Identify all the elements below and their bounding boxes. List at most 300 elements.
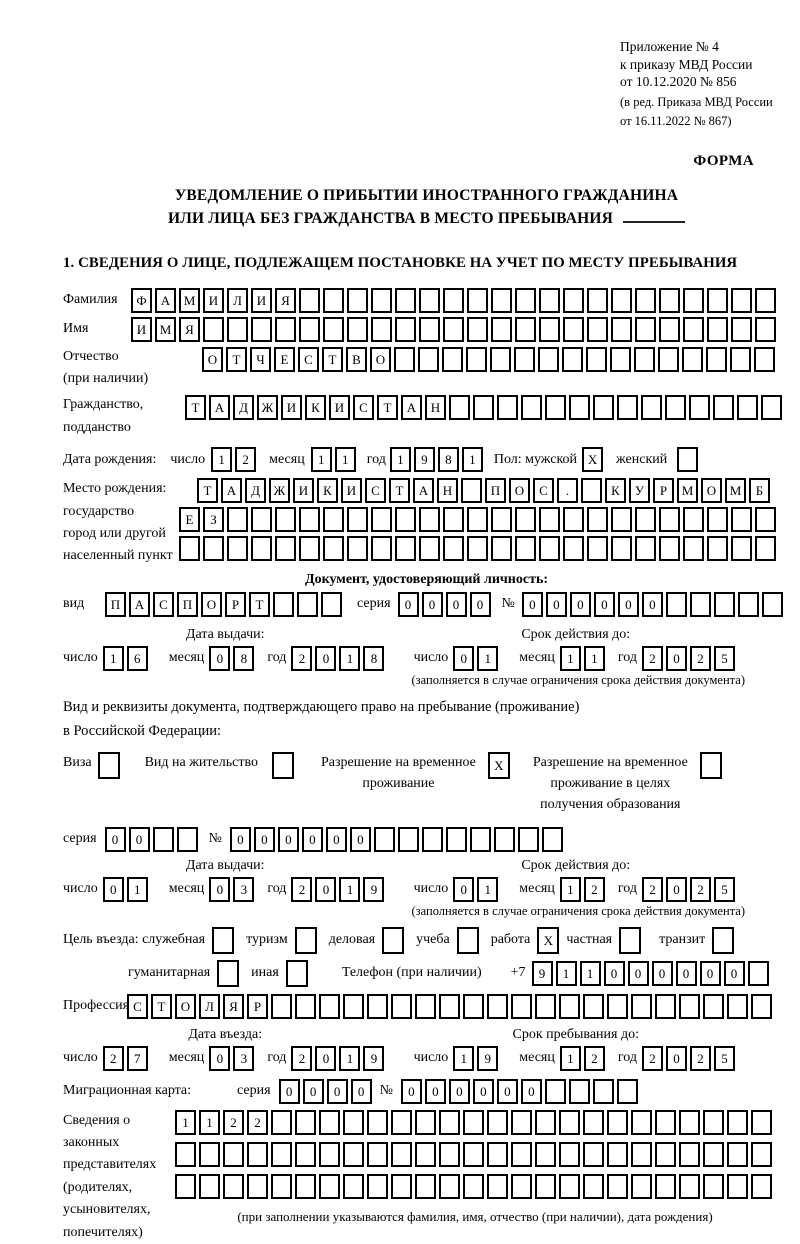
- char-cell[interactable]: [391, 1142, 412, 1167]
- char-cell[interactable]: 5: [714, 877, 735, 902]
- char-cell[interactable]: [559, 994, 580, 1019]
- char-cell[interactable]: 0: [315, 646, 336, 671]
- char-cell[interactable]: 0: [676, 961, 697, 986]
- char-cell[interactable]: 0: [315, 877, 336, 902]
- char-cell[interactable]: [607, 1142, 628, 1167]
- char-cell[interactable]: [611, 507, 632, 532]
- char-cell[interactable]: [689, 395, 710, 420]
- char-cell[interactable]: Е: [179, 507, 200, 532]
- char-cell[interactable]: В: [346, 347, 367, 372]
- char-cell[interactable]: [700, 752, 722, 779]
- char-cell[interactable]: [391, 1110, 412, 1135]
- char-cell[interactable]: [491, 288, 512, 313]
- char-cell[interactable]: [707, 288, 728, 313]
- char-cell[interactable]: [179, 536, 200, 561]
- char-cell[interactable]: 2: [690, 646, 711, 671]
- char-cell[interactable]: [449, 395, 470, 420]
- char-cell[interactable]: И: [293, 478, 314, 503]
- char-cell[interactable]: [751, 1142, 772, 1167]
- char-cell[interactable]: [442, 347, 463, 372]
- char-cell[interactable]: Р: [247, 994, 268, 1019]
- char-cell[interactable]: [299, 536, 320, 561]
- char-cell[interactable]: [463, 1142, 484, 1167]
- char-cell[interactable]: 2: [642, 1046, 663, 1071]
- char-cell[interactable]: 2: [223, 1110, 244, 1135]
- char-cell[interactable]: [683, 507, 704, 532]
- char-cell[interactable]: [655, 1174, 676, 1199]
- char-cell[interactable]: Т: [322, 347, 343, 372]
- char-cell[interactable]: Т: [197, 478, 218, 503]
- char-cell[interactable]: [347, 507, 368, 532]
- char-cell[interactable]: [371, 288, 392, 313]
- char-cell[interactable]: [271, 1142, 292, 1167]
- char-cell[interactable]: [319, 1174, 340, 1199]
- char-cell[interactable]: 0: [279, 1079, 300, 1104]
- char-cell[interactable]: О: [202, 347, 223, 372]
- char-cell[interactable]: .: [557, 478, 578, 503]
- char-cell[interactable]: [439, 1174, 460, 1199]
- char-cell[interactable]: 0: [315, 1046, 336, 1071]
- char-cell[interactable]: Р: [225, 592, 246, 617]
- char-cell[interactable]: [439, 994, 460, 1019]
- char-cell[interactable]: 0: [105, 827, 126, 852]
- char-cell[interactable]: [343, 1174, 364, 1199]
- char-cell[interactable]: [395, 288, 416, 313]
- char-cell[interactable]: [299, 288, 320, 313]
- char-cell[interactable]: 0: [628, 961, 649, 986]
- char-cell[interactable]: 0: [546, 592, 567, 617]
- char-cell[interactable]: 2: [584, 1046, 605, 1071]
- char-cell[interactable]: 1: [311, 447, 332, 472]
- char-cell[interactable]: И: [251, 288, 272, 313]
- char-cell[interactable]: [395, 507, 416, 532]
- char-cell[interactable]: 0: [449, 1079, 470, 1104]
- char-cell[interactable]: [515, 288, 536, 313]
- char-cell[interactable]: [677, 447, 698, 472]
- char-cell[interactable]: [727, 994, 748, 1019]
- char-cell[interactable]: [587, 536, 608, 561]
- char-cell[interactable]: [212, 927, 234, 954]
- char-cell[interactable]: 1: [462, 447, 483, 472]
- char-cell[interactable]: [467, 288, 488, 313]
- char-cell[interactable]: 1: [584, 646, 605, 671]
- char-cell[interactable]: [457, 927, 479, 954]
- char-cell[interactable]: [641, 395, 662, 420]
- char-cell[interactable]: [422, 827, 443, 852]
- char-cell[interactable]: [682, 347, 703, 372]
- char-cell[interactable]: [731, 536, 752, 561]
- char-cell[interactable]: 9: [363, 1046, 384, 1071]
- char-cell[interactable]: [415, 994, 436, 1019]
- char-cell[interactable]: [295, 994, 316, 1019]
- char-cell[interactable]: 9: [477, 1046, 498, 1071]
- char-cell[interactable]: [367, 1174, 388, 1199]
- char-cell[interactable]: 2: [642, 646, 663, 671]
- char-cell[interactable]: 0: [129, 827, 150, 852]
- char-cell[interactable]: [227, 317, 248, 342]
- char-cell[interactable]: [395, 317, 416, 342]
- char-cell[interactable]: [706, 347, 727, 372]
- char-cell[interactable]: [635, 288, 656, 313]
- char-cell[interactable]: О: [509, 478, 530, 503]
- char-cell[interactable]: [514, 347, 535, 372]
- char-cell[interactable]: [323, 317, 344, 342]
- char-cell[interactable]: Я: [179, 317, 200, 342]
- char-cell[interactable]: [490, 347, 511, 372]
- char-cell[interactable]: [203, 317, 224, 342]
- char-cell[interactable]: [683, 536, 704, 561]
- char-cell[interactable]: [295, 1110, 316, 1135]
- char-cell[interactable]: 3: [233, 1046, 254, 1071]
- char-cell[interactable]: 0: [522, 592, 543, 617]
- char-cell[interactable]: [727, 1174, 748, 1199]
- char-cell[interactable]: И: [131, 317, 152, 342]
- char-cell[interactable]: [473, 395, 494, 420]
- char-cell[interactable]: [175, 1142, 196, 1167]
- char-cell[interactable]: [439, 1110, 460, 1135]
- char-cell[interactable]: [631, 994, 652, 1019]
- char-cell[interactable]: [382, 927, 404, 954]
- char-cell[interactable]: [470, 827, 491, 852]
- char-cell[interactable]: [583, 1110, 604, 1135]
- char-cell[interactable]: С: [298, 347, 319, 372]
- char-cell[interactable]: [659, 536, 680, 561]
- char-cell[interactable]: 1: [211, 447, 232, 472]
- char-cell[interactable]: П: [177, 592, 198, 617]
- char-cell[interactable]: З: [203, 507, 224, 532]
- char-cell[interactable]: 0: [521, 1079, 542, 1104]
- char-cell[interactable]: Б: [749, 478, 770, 503]
- char-cell[interactable]: [655, 1142, 676, 1167]
- char-cell[interactable]: [371, 536, 392, 561]
- char-cell[interactable]: [635, 317, 656, 342]
- char-cell[interactable]: [658, 347, 679, 372]
- char-cell[interactable]: 0: [209, 1046, 230, 1071]
- char-cell[interactable]: [707, 536, 728, 561]
- char-cell[interactable]: [153, 827, 174, 852]
- char-cell[interactable]: [467, 536, 488, 561]
- char-cell[interactable]: [563, 288, 584, 313]
- char-cell[interactable]: Т: [389, 478, 410, 503]
- char-cell[interactable]: [415, 1174, 436, 1199]
- char-cell[interactable]: 0: [351, 1079, 372, 1104]
- char-cell[interactable]: [443, 507, 464, 532]
- char-cell[interactable]: [610, 347, 631, 372]
- char-cell[interactable]: [443, 317, 464, 342]
- char-cell[interactable]: С: [353, 395, 374, 420]
- char-cell[interactable]: [463, 1174, 484, 1199]
- char-cell[interactable]: [679, 1174, 700, 1199]
- char-cell[interactable]: [443, 288, 464, 313]
- char-cell[interactable]: [497, 395, 518, 420]
- char-cell[interactable]: [679, 1142, 700, 1167]
- char-cell[interactable]: [515, 317, 536, 342]
- char-cell[interactable]: Д: [233, 395, 254, 420]
- char-cell[interactable]: [463, 994, 484, 1019]
- char-cell[interactable]: [487, 1174, 508, 1199]
- char-cell[interactable]: С: [127, 994, 148, 1019]
- char-cell[interactable]: Т: [377, 395, 398, 420]
- char-cell[interactable]: [755, 536, 776, 561]
- char-cell[interactable]: [761, 395, 782, 420]
- char-cell[interactable]: [755, 288, 776, 313]
- char-cell[interactable]: [275, 507, 296, 532]
- char-cell[interactable]: [319, 1110, 340, 1135]
- char-cell[interactable]: М: [677, 478, 698, 503]
- char-cell[interactable]: [299, 317, 320, 342]
- char-cell[interactable]: [634, 347, 655, 372]
- char-cell[interactable]: [515, 507, 536, 532]
- char-cell[interactable]: Н: [425, 395, 446, 420]
- char-cell[interactable]: 0: [652, 961, 673, 986]
- char-cell[interactable]: А: [129, 592, 150, 617]
- char-cell[interactable]: [418, 347, 439, 372]
- char-cell[interactable]: 1: [477, 877, 498, 902]
- char-cell[interactable]: [299, 507, 320, 532]
- char-cell[interactable]: [419, 536, 440, 561]
- char-cell[interactable]: 6: [127, 646, 148, 671]
- char-cell[interactable]: [487, 1142, 508, 1167]
- char-cell[interactable]: Я: [275, 288, 296, 313]
- char-cell[interactable]: 0: [642, 592, 663, 617]
- char-cell[interactable]: 2: [584, 877, 605, 902]
- char-cell[interactable]: [487, 994, 508, 1019]
- char-cell[interactable]: [272, 752, 294, 779]
- char-cell[interactable]: [665, 395, 686, 420]
- char-cell[interactable]: [731, 317, 752, 342]
- char-cell[interactable]: К: [605, 478, 626, 503]
- char-cell[interactable]: [515, 536, 536, 561]
- char-cell[interactable]: [275, 317, 296, 342]
- char-cell[interactable]: [607, 1174, 628, 1199]
- char-cell[interactable]: [731, 507, 752, 532]
- char-cell[interactable]: [511, 1142, 532, 1167]
- char-cell[interactable]: [727, 1110, 748, 1135]
- char-cell[interactable]: [703, 1142, 724, 1167]
- char-cell[interactable]: [511, 994, 532, 1019]
- char-cell[interactable]: [583, 1142, 604, 1167]
- char-cell[interactable]: [559, 1174, 580, 1199]
- char-cell[interactable]: 9: [532, 961, 553, 986]
- char-cell[interactable]: Р: [653, 478, 674, 503]
- char-cell[interactable]: [631, 1110, 652, 1135]
- char-cell[interactable]: И: [329, 395, 350, 420]
- char-cell[interactable]: 5: [714, 646, 735, 671]
- char-cell[interactable]: [751, 1110, 772, 1135]
- char-cell[interactable]: [707, 317, 728, 342]
- char-cell[interactable]: [467, 317, 488, 342]
- char-cell[interactable]: [419, 507, 440, 532]
- char-cell[interactable]: 1: [390, 447, 411, 472]
- char-cell[interactable]: [319, 1142, 340, 1167]
- char-cell[interactable]: [251, 536, 272, 561]
- char-cell[interactable]: [611, 317, 632, 342]
- char-cell[interactable]: 1: [127, 877, 148, 902]
- char-cell[interactable]: 1: [339, 877, 360, 902]
- char-cell[interactable]: 3: [233, 877, 254, 902]
- char-cell[interactable]: [395, 536, 416, 561]
- char-cell[interactable]: [443, 536, 464, 561]
- char-cell[interactable]: [415, 1142, 436, 1167]
- char-cell[interactable]: М: [725, 478, 746, 503]
- char-cell[interactable]: [419, 317, 440, 342]
- char-cell[interactable]: 0: [594, 592, 615, 617]
- char-cell[interactable]: [511, 1110, 532, 1135]
- char-cell[interactable]: [611, 536, 632, 561]
- char-cell[interactable]: Д: [245, 478, 266, 503]
- char-cell[interactable]: 0: [470, 592, 491, 617]
- char-cell[interactable]: 2: [235, 447, 256, 472]
- char-cell[interactable]: [631, 1174, 652, 1199]
- char-cell[interactable]: [738, 592, 759, 617]
- char-cell[interactable]: С: [533, 478, 554, 503]
- char-cell[interactable]: 0: [254, 827, 275, 852]
- char-cell[interactable]: [545, 1079, 566, 1104]
- char-cell[interactable]: 7: [127, 1046, 148, 1071]
- char-cell[interactable]: Ж: [269, 478, 290, 503]
- char-cell[interactable]: [586, 347, 607, 372]
- char-cell[interactable]: И: [203, 288, 224, 313]
- char-cell[interactable]: [518, 827, 539, 852]
- char-cell[interactable]: 0: [473, 1079, 494, 1104]
- char-cell[interactable]: [295, 1174, 316, 1199]
- char-cell[interactable]: А: [209, 395, 230, 420]
- char-cell[interactable]: [559, 1110, 580, 1135]
- char-cell[interactable]: [347, 288, 368, 313]
- char-cell[interactable]: 1: [453, 1046, 474, 1071]
- char-cell[interactable]: Т: [249, 592, 270, 617]
- char-cell[interactable]: 1: [560, 1046, 581, 1071]
- char-cell[interactable]: [703, 994, 724, 1019]
- char-cell[interactable]: [295, 927, 317, 954]
- char-cell[interactable]: [463, 1110, 484, 1135]
- char-cell[interactable]: [751, 1174, 772, 1199]
- char-cell[interactable]: X: [488, 752, 510, 779]
- char-cell[interactable]: [343, 994, 364, 1019]
- char-cell[interactable]: [587, 317, 608, 342]
- char-cell[interactable]: [415, 1110, 436, 1135]
- char-cell[interactable]: [659, 317, 680, 342]
- char-cell[interactable]: [587, 507, 608, 532]
- char-cell[interactable]: [593, 1079, 614, 1104]
- char-cell[interactable]: Ж: [257, 395, 278, 420]
- char-cell[interactable]: [727, 1142, 748, 1167]
- char-cell[interactable]: 1: [103, 646, 124, 671]
- char-cell[interactable]: [538, 347, 559, 372]
- char-cell[interactable]: [563, 536, 584, 561]
- char-cell[interactable]: [559, 1142, 580, 1167]
- char-cell[interactable]: 0: [666, 877, 687, 902]
- char-cell[interactable]: 0: [230, 827, 251, 852]
- char-cell[interactable]: 1: [556, 961, 577, 986]
- char-cell[interactable]: [487, 1110, 508, 1135]
- char-cell[interactable]: [391, 994, 412, 1019]
- char-cell[interactable]: [569, 395, 590, 420]
- char-cell[interactable]: [446, 827, 467, 852]
- char-cell[interactable]: [175, 1174, 196, 1199]
- char-cell[interactable]: [751, 994, 772, 1019]
- char-cell[interactable]: [98, 752, 120, 779]
- char-cell[interactable]: [631, 1142, 652, 1167]
- char-cell[interactable]: 0: [497, 1079, 518, 1104]
- char-cell[interactable]: 2: [291, 1046, 312, 1071]
- char-cell[interactable]: [343, 1110, 364, 1135]
- char-cell[interactable]: 9: [414, 447, 435, 472]
- char-cell[interactable]: 0: [453, 877, 474, 902]
- char-cell[interactable]: [491, 317, 512, 342]
- char-cell[interactable]: [714, 592, 735, 617]
- char-cell[interactable]: А: [155, 288, 176, 313]
- char-cell[interactable]: 0: [604, 961, 625, 986]
- char-cell[interactable]: 0: [422, 592, 443, 617]
- char-cell[interactable]: [666, 592, 687, 617]
- char-cell[interactable]: [521, 395, 542, 420]
- char-cell[interactable]: 0: [700, 961, 721, 986]
- char-cell[interactable]: [754, 347, 775, 372]
- char-cell[interactable]: 2: [247, 1110, 268, 1135]
- char-cell[interactable]: О: [175, 994, 196, 1019]
- char-cell[interactable]: 5: [714, 1046, 735, 1071]
- char-cell[interactable]: [286, 960, 308, 987]
- char-cell[interactable]: [703, 1174, 724, 1199]
- char-cell[interactable]: [655, 994, 676, 1019]
- char-cell[interactable]: [391, 1174, 412, 1199]
- char-cell[interactable]: [607, 994, 628, 1019]
- char-cell[interactable]: X: [537, 927, 559, 954]
- char-cell[interactable]: [367, 1110, 388, 1135]
- char-cell[interactable]: [713, 395, 734, 420]
- char-cell[interactable]: [466, 347, 487, 372]
- char-cell[interactable]: 0: [103, 877, 124, 902]
- char-cell[interactable]: [323, 288, 344, 313]
- char-cell[interactable]: 1: [339, 1046, 360, 1071]
- char-cell[interactable]: К: [317, 478, 338, 503]
- char-cell[interactable]: 1: [335, 447, 356, 472]
- char-cell[interactable]: 0: [209, 877, 230, 902]
- char-cell[interactable]: 0: [666, 646, 687, 671]
- char-cell[interactable]: [581, 478, 602, 503]
- char-cell[interactable]: Ч: [250, 347, 271, 372]
- char-cell[interactable]: 8: [363, 646, 384, 671]
- char-cell[interactable]: 1: [175, 1110, 196, 1135]
- char-cell[interactable]: 2: [690, 1046, 711, 1071]
- char-cell[interactable]: [707, 507, 728, 532]
- char-cell[interactable]: [323, 507, 344, 532]
- char-cell[interactable]: Л: [227, 288, 248, 313]
- char-cell[interactable]: 1: [560, 646, 581, 671]
- char-cell[interactable]: [227, 536, 248, 561]
- char-cell[interactable]: [223, 1142, 244, 1167]
- char-cell[interactable]: [419, 288, 440, 313]
- char-cell[interactable]: [347, 536, 368, 561]
- char-cell[interactable]: [297, 592, 318, 617]
- char-cell[interactable]: [251, 507, 272, 532]
- char-cell[interactable]: [321, 592, 342, 617]
- char-cell[interactable]: А: [221, 478, 242, 503]
- char-cell[interactable]: Л: [199, 994, 220, 1019]
- char-cell[interactable]: 1: [339, 646, 360, 671]
- char-cell[interactable]: 8: [233, 646, 254, 671]
- char-cell[interactable]: [731, 288, 752, 313]
- char-cell[interactable]: [562, 347, 583, 372]
- char-cell[interactable]: П: [105, 592, 126, 617]
- char-cell[interactable]: [583, 994, 604, 1019]
- char-cell[interactable]: [683, 288, 704, 313]
- char-cell[interactable]: 1: [477, 646, 498, 671]
- char-cell[interactable]: 2: [103, 1046, 124, 1071]
- char-cell[interactable]: И: [341, 478, 362, 503]
- char-cell[interactable]: Е: [274, 347, 295, 372]
